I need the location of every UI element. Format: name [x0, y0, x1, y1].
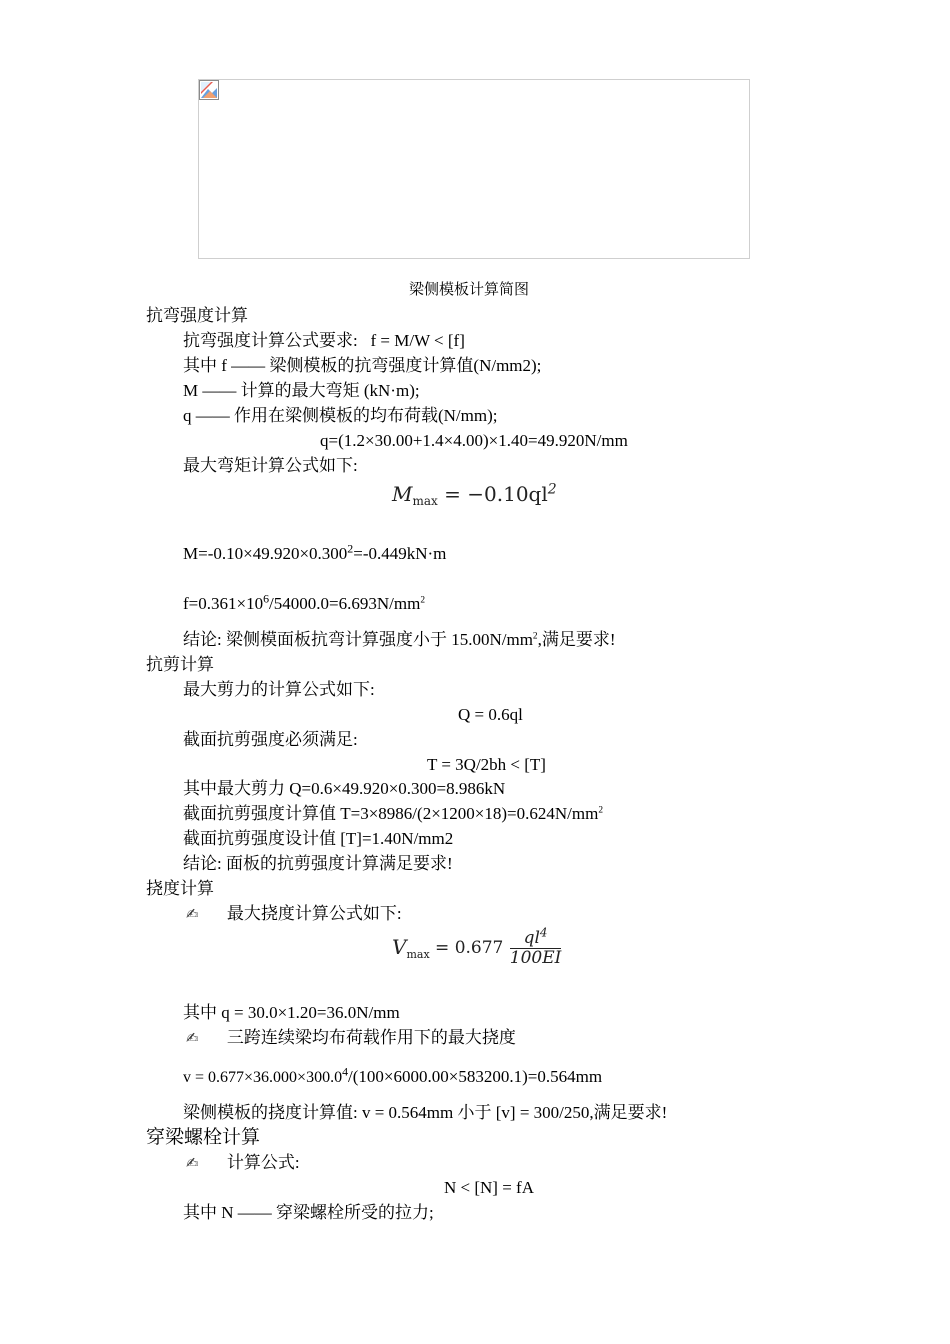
v-denominator: 100EI — [509, 948, 562, 968]
v-num: ql — [523, 928, 540, 948]
v-calc-body: v = 0.677×36.000×300.0 — [183, 1069, 343, 1086]
shear-q-intro: 最大剪力的计算公式如下: — [183, 680, 375, 699]
pen-bullet-icon: ✍ — [186, 905, 199, 923]
deflection-v-calc — [183, 1064, 603, 1086]
deflection-formula-image — [392, 925, 562, 968]
shear-t-calc — [183, 805, 603, 822]
bolt-formula: N < [N] = fA — [444, 1178, 534, 1197]
mmax-formula-lhs: M — [392, 482, 413, 506]
bending-m-calc — [183, 541, 447, 563]
shear-q-calc: 其中最大剪力 Q=0.6×49.920×0.300=8.986kN — [183, 779, 506, 798]
v-calc-unit: mm — [575, 1067, 603, 1086]
bending-conclusion-tail: ,满足要求! — [537, 630, 616, 649]
bending-where-q: q —— 作用在梁侧模板的均布荷载(N/mm); — [183, 406, 498, 425]
bending-conclusion — [183, 631, 616, 648]
bolt-heading: 穿梁螺栓计算 — [146, 1127, 261, 1148]
v-calc-exp: 4 — [342, 1064, 349, 1079]
v-num-exp: 4 — [539, 925, 548, 940]
m-calc-exp: 2 — [347, 541, 354, 556]
f-calc-exp2: 2 — [420, 595, 425, 606]
bending-formula-prefix: 抗弯强度计算公式要求: — [183, 331, 358, 350]
bending-where-f: 其中 f —— 梁侧模板的抗弯强度计算值(N/mm2); — [183, 356, 542, 375]
deflection-q-calc: 其中 q = 30.0×1.20=36.0N/mm — [183, 1003, 400, 1022]
bending-formula: f = M/W < [f] — [370, 331, 465, 350]
bending-heading: 抗弯强度计算 — [146, 306, 248, 325]
shear-q-formula: Q = 0.6ql — [458, 705, 523, 724]
v-fraction — [509, 925, 562, 968]
figure-placeholder — [198, 79, 750, 259]
f-calc-tail: /54000.0=6.693N/mm — [269, 594, 421, 613]
deflection-span-note: 三跨连续梁均布荷载作用下的最大挠度 — [226, 1028, 516, 1047]
bending-q-calc: q=(1.2×30.00+1.4×4.00)×1.40=49.920N/mm — [320, 431, 628, 450]
shear-t-calc-exp: 2 — [598, 805, 603, 816]
bending-mmax-intro: 最大弯矩计算公式如下: — [183, 456, 358, 475]
shear-conclusion: 结论: 面板的抗剪强度计算满足要求! — [183, 854, 453, 873]
bolt-formula-intro-row — [186, 1154, 300, 1171]
v-numerator — [510, 925, 562, 949]
pen-bullet-icon: ✍ — [186, 1154, 199, 1172]
bolt-where-N: 其中 N —— 穿梁螺栓所受的拉力; — [183, 1203, 434, 1222]
shear-t-formula: T = 3Q/2bh < [T] — [427, 755, 546, 774]
v-calc-tail: /(100×6000.00×583200.1)=0.564 — [348, 1067, 576, 1086]
shear-t-calc-body: 截面抗剪强度计算值 T=3×8986/(2×1200×18)=0.624N/mm — [183, 804, 599, 823]
bending-where-M: M —— 计算的最大弯矩 (kN·m); — [183, 381, 420, 400]
deflection-span-row — [186, 1029, 516, 1046]
pen-bullet-icon: ✍ — [186, 1029, 199, 1047]
mmax-formula-sub: max — [412, 494, 438, 508]
v-formula-lhs — [392, 937, 430, 960]
v-sub: max — [406, 948, 430, 961]
mmax-formula-image — [392, 481, 557, 508]
shear-heading: 抗剪计算 — [146, 655, 214, 674]
bolt-formula-intro: 计算公式: — [226, 1153, 300, 1172]
bending-conclusion-body: 结论: 梁侧模面板抗弯计算强度小于 15.00N/mm — [183, 630, 533, 649]
v-lhs: V — [392, 935, 407, 959]
deflection-heading: 挠度计算 — [146, 879, 214, 898]
v-eq: = 0.677 — [429, 938, 504, 958]
m-calc-tail: =-0.449kN·m — [353, 544, 447, 563]
bending-formula-requirement — [183, 332, 465, 349]
figure-caption: 梁侧模板计算简图 — [409, 282, 530, 298]
mmax-formula-rhs: = −0.10ql — [437, 482, 548, 506]
f-calc-exp: 6 — [263, 591, 270, 606]
deflection-intro-row — [186, 905, 402, 922]
deflection-v-intro: 最大挠度计算公式如下: — [226, 904, 402, 923]
deflection-conclusion: 梁侧模板的挠度计算值: v = 0.564mm 小于 [v] = 300/250,满足要求! — [183, 1103, 668, 1122]
shear-t-intro: 截面抗剪强度必须满足: — [183, 730, 358, 749]
broken-image-icon — [199, 80, 219, 100]
mmax-formula-exp: 2 — [547, 481, 557, 498]
bending-conclusion-exp: 2 — [532, 631, 538, 642]
bending-f-calc — [183, 591, 425, 613]
shear-t-design: 截面抗剪强度设计值 [T]=1.40N/mm2 — [183, 829, 454, 848]
f-calc-body: f=0.361×10 — [183, 594, 264, 613]
m-calc-body: M=-0.10×49.920×0.300 — [183, 544, 348, 563]
